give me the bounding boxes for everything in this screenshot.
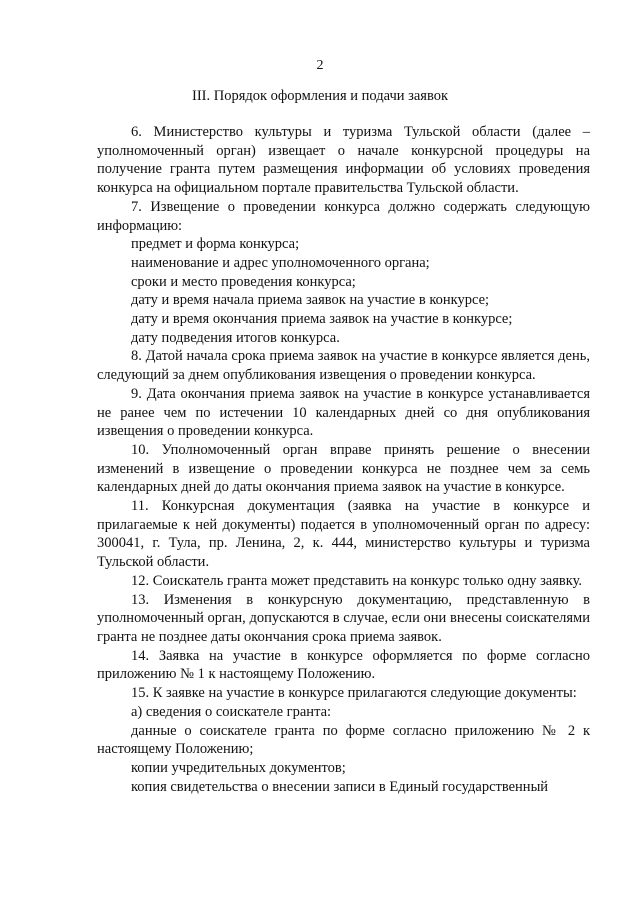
list-item: дату и время окончания приема заявок на участие в конкурсе; [131, 311, 513, 328]
paragraph: 13. Изменения в конкурсную документацию, представленную в уполномоченный орган, допускаются в случае, если они внесены соискателями гранта не позднее даты окончания срока приема заявок. [97, 591, 590, 645]
section-heading: III. Порядок оформления и подачи заявок [191, 88, 449, 104]
paragraph: 14. Заявка на участие в конкурсе оформляется по форме согласно приложению № 1 к настоящему Положению. [97, 647, 590, 683]
list-item: дату подведения итогов конкурса. [131, 329, 340, 346]
paragraph: 10. Уполномоченный орган вправе принять решение о внесении изменений в извещение о проведении конкурса не позднее чем за семь календарных дней до даты окончания приема заявок на участие в конкурсе. [97, 441, 590, 496]
list-item: наименование и адрес уполномоченного органа; [131, 254, 430, 271]
paragraph: 11. Конкурсная документация (заявка на участие в конкурсе и прилагаемые к ней документы) подается в уполномоченный орган по адресу: 300041, г. Тула, пр. Ленина, 2, к. 444, министерство культуры и туризма Тульской области. [97, 498, 590, 571]
paragraph: 12. Соискатель гранта может представить на конкурс только одну заявку. [131, 572, 583, 589]
paragraph: данные о соискателе гранта по форме согласно приложению № 2 к настоящему Положению; [97, 722, 590, 758]
paragraph: 15. К заявке на участие в конкурсе прилагаются следующие документы: [131, 685, 577, 702]
sub-paragraph: копии учредительных документов; [131, 759, 346, 776]
sub-paragraph: а) сведения о соискателе гранта: [131, 703, 332, 720]
paragraph: 7. Извещение о проведении конкурса должно содержать следующую информацию: [97, 198, 590, 234]
list-item: предмет и форма конкурса; [131, 236, 300, 253]
paragraph: копия свидетельства о внесении записи в Единый государственный [131, 778, 549, 795]
paragraph: 9. Дата окончания приема заявок на участие в конкурсе устанавливается не ранее чем по истечении 10 календарных дней со дня опубликования извещения о проведении конкурса. [97, 385, 590, 440]
page-number: 2 [316, 58, 324, 73]
list-item: сроки и место проведения конкурса; [131, 273, 356, 290]
paragraph: 8. Датой начала срока приема заявок на участие в конкурсе является день, следующий за днем опубликования извещения о проведении конкурса. [97, 348, 590, 384]
list-item: дату и время начала приема заявок на участие в конкурсе; [131, 292, 490, 309]
document-body [97, 123, 590, 796]
paragraph: 6. Министерство культуры и туризма Тульской области (далее – уполномоченный орган) извещает о начале конкурсной процедуры на получение гранта путем размещения информации об условиях проведения конкурса на официальном портале правительства Тульской области. [97, 124, 590, 197]
